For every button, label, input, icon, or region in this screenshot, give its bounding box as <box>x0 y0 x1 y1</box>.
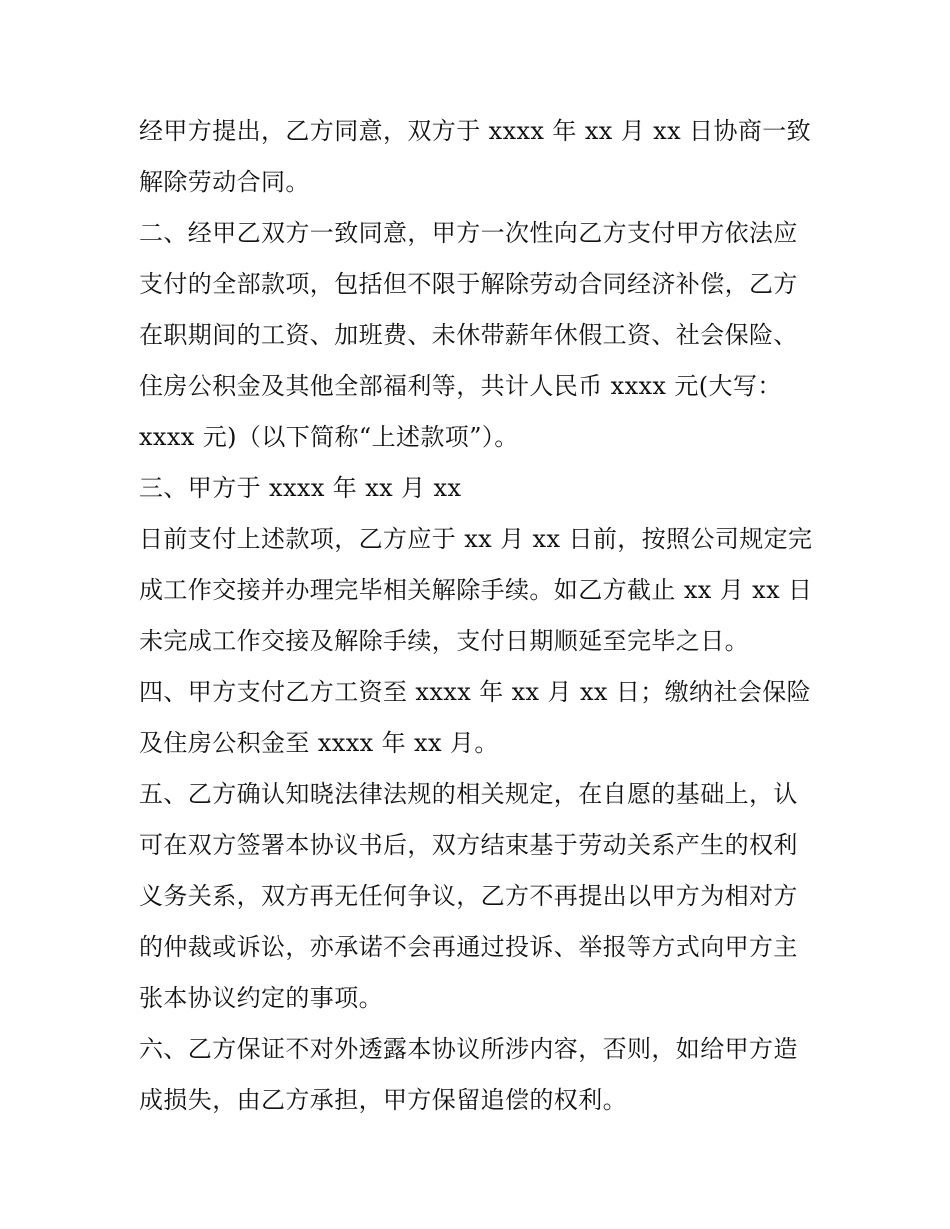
text-line: 未完成工作交接及解除手续，支付日期顺延至完毕之日。 <box>139 627 749 655</box>
text-line: 五、乙方确认知晓法律法规的相关规定，在自愿的基础上，认 <box>139 780 798 808</box>
text-line: 六、乙方保证不对外透露本协议所涉内容，否则，如给甲方造 <box>139 1035 798 1063</box>
text-line: 的仲裁或诉讼，亦承诺不会再通过投诉、举报等方式向甲方主 <box>139 933 798 961</box>
text-line: xxxx 元)（以下简称“上述款项”）。 <box>139 423 519 451</box>
text-line: 及住房公积金至 xxxx 年 xx 月。 <box>139 729 499 757</box>
text-line: 可在双方签署本协议书后，双方结束基于劳动关系产生的权利 <box>139 831 798 859</box>
text-line: 义务关系，双方再无任何争议，乙方不再提出以甲方为相对方 <box>139 882 798 910</box>
text-line: 成工作交接并办理完毕相关解除手续。如乙方截止 xx 月 xx 日 <box>139 576 813 604</box>
document-body <box>139 106 819 1126</box>
text-line: 三、甲方于 xxxx 年 xx 月 xx <box>139 474 462 502</box>
text-line: 解除劳动合同。 <box>139 168 310 196</box>
text-line: 四、甲方支付乙方工资至 xxxx 年 xx 月 xx 日；缴纳社会保险 <box>139 678 812 706</box>
text-line: 住房公积金及其他全部福利等，共计人民币 xxxx 元(大写： <box>139 372 782 400</box>
text-line: 在职期间的工资、加班费、未休带薪年休假工资、社会保险、 <box>139 321 798 349</box>
text-line: 二、经甲乙双方一致同意，甲方一次性向乙方支付甲方依法应 <box>139 219 798 247</box>
text-line: 成损失，由乙方承担，甲方保留追偿的权利。 <box>139 1086 627 1114</box>
text-line: 支付的全部款项，包括但不限于解除劳动合同经济补偿，乙方 <box>139 270 798 298</box>
text-line: 日前支付上述款项，乙方应于 xx 月 xx 日前，按照公司规定完 <box>139 525 813 553</box>
text-line: 经甲方提出，乙方同意，双方于 xxxx 年 xx 月 xx 日协商一致 <box>139 117 812 145</box>
text-line: 张本协议约定的事项。 <box>139 984 383 1012</box>
